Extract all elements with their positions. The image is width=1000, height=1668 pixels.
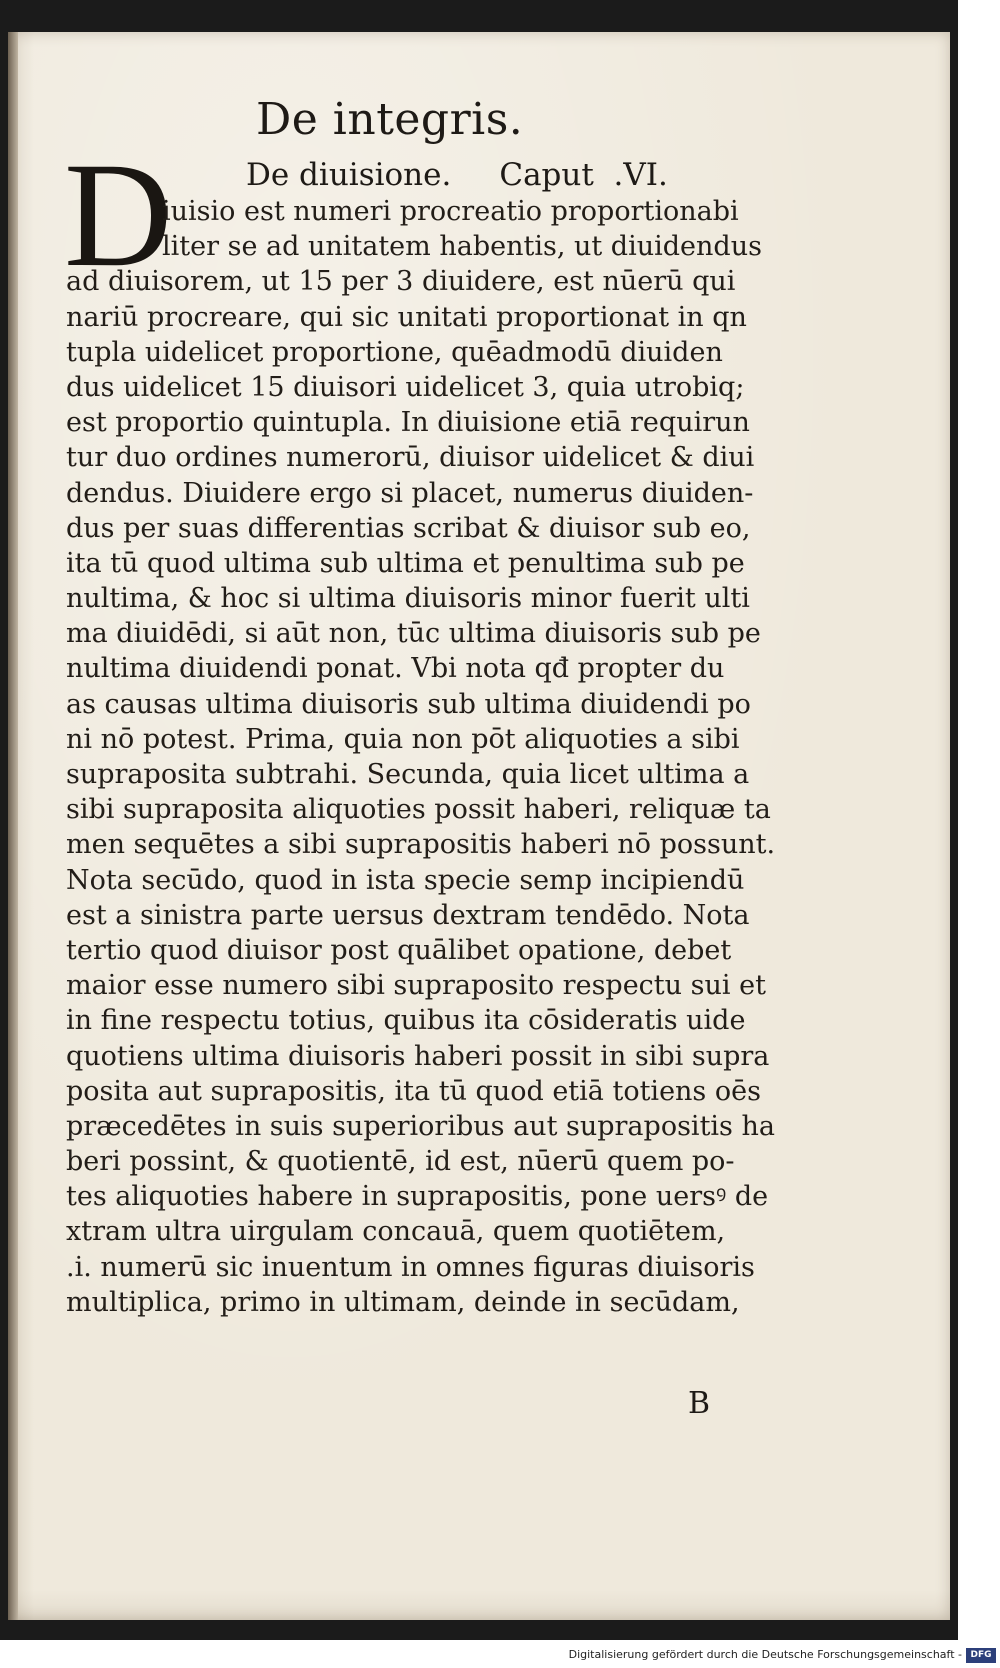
chapter-heading	[246, 157, 668, 193]
text-line: men sequētes a sibi suprapositis haberi nō possunt.	[66, 829, 776, 861]
text-line: as causas ultima diuisoris sub ultima diuidendi po	[66, 688, 751, 720]
chapter-label: Caput	[499, 157, 594, 193]
text-line: beri possint, & quotientē, id est, nūerū quem po-	[66, 1146, 735, 1178]
decorated-initial: D	[64, 132, 173, 298]
text-line: dus per suas differentias scribat & diuisor sub eo,	[66, 512, 751, 544]
dfg-logo-icon: DFG	[966, 1648, 996, 1663]
text-line: dus uidelicet 15 diuisori uidelicet 3, quia utrobiq;	[66, 371, 745, 403]
text-line: dendus. Diuidere ergo si placet, numerus diuiden-	[66, 477, 754, 509]
text-line: tupla uidelicet proportione, quēadmodū diuiden	[66, 336, 723, 368]
text-line: tertio quod diuisor post quālibet opatione, debet	[66, 934, 732, 966]
text-line: posita aut suprapositis, ita tū quod etiā totiens oēs	[66, 1075, 761, 1107]
text-line: multiplica, primo in ultimam, deinde in secūdam,	[66, 1286, 740, 1318]
text-line: ma diuidēdi, si aūt non, tūc ultima diuisoris sub pe	[66, 618, 761, 650]
signature-mark: B	[688, 1386, 711, 1421]
text-line: tes aliquoties habere in suprapositis, pone uersꝰ de	[66, 1181, 769, 1213]
running-head: De integris.	[256, 94, 524, 145]
text-line: sibi supraposita aliquoties possit haberi, reliquæ ta	[66, 794, 771, 826]
text-line: quotiens ultima diuisoris haberi possit in sibi supra	[66, 1040, 770, 1072]
text-line: ita tū quod ultima sub ultima et penultima sub pe	[66, 547, 745, 579]
footer-bar	[0, 1646, 1000, 1668]
text-line: liter se ad unitatem habentis, ut diuidendus	[162, 231, 762, 263]
text-line: est a sinistra parte uersus dextram tendēdo. Nota	[66, 899, 750, 931]
chapter-title: De diuisione.	[246, 157, 452, 193]
text-line: .i. numerū sic inuentum in omnes figuras diuisoris	[66, 1251, 755, 1283]
text-line: suprapositа subtrahi. Secunda, quia licet ultima a	[66, 759, 750, 790]
text-line: ni nō potest. Prima, quia non pōt aliquoties a sibi	[66, 723, 740, 755]
text-line: tur duo ordines numerorū, diuisor uidelicet & diui	[66, 442, 755, 474]
text-line: nultima, & hoc si ultima diuisoris minor fuerit ulti	[66, 583, 750, 615]
text-line: in fine respectu totius, quibus ita cōsideratis uide	[66, 1005, 746, 1037]
funding-credit: Digitalisierung gefördert durch die Deutsche Forschungsgemeinschaft -	[568, 1648, 962, 1661]
body-text	[66, 194, 826, 1320]
text-line: est proportio quintupla. In diuisione etiā requirun	[66, 407, 750, 439]
text-line: nariū procreare, qui sic unitati proportionat in qn	[66, 301, 747, 333]
text-line: maior esse numero sibi supraposito respectu sui et	[66, 970, 766, 1002]
text-line: xtram ultra uirgulam concauā, quem quotiētem,	[66, 1216, 726, 1248]
text-line: præcedētes in suis superioribus aut suprapositis ha	[66, 1110, 775, 1142]
book-page	[8, 32, 950, 1620]
text-line: Nota secūdo, quod in ista specie semp incipiendū	[66, 864, 745, 896]
page-gutter-edge	[8, 32, 18, 1620]
text-line: ad diuisorem, ut 15 per 3 diuidere, est nūerū qui	[66, 266, 736, 298]
text-line: nultima diuidendi ponat. Vbi nota qđ propter du	[66, 653, 725, 685]
chapter-number: .VI.	[613, 157, 668, 193]
text-line: iuisio est numeri procreatio proportionabi	[162, 196, 739, 227]
